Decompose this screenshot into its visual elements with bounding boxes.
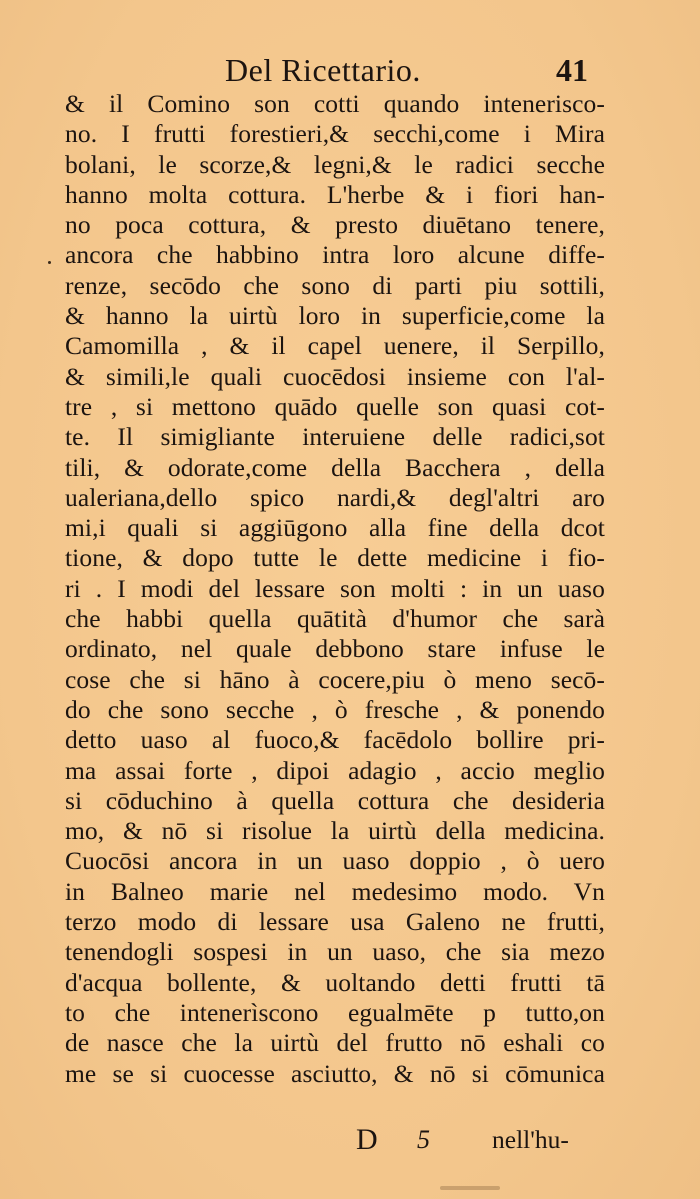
text-line: ma assai forte , dipoi adagio , accio meglio bbox=[65, 755, 605, 785]
text-line: no poca cottura, & presto diuētano tenere, bbox=[65, 210, 605, 240]
ink-bleed-mark bbox=[440, 1186, 500, 1190]
text-line: Cuocōsi ancora in un uaso doppio , ò uero bbox=[65, 846, 605, 876]
text-line: & simili,le quali cuocēdosi insieme con l'al- bbox=[65, 361, 605, 391]
text-line: bolani, le scorze,& legni,& le radici secche bbox=[65, 149, 605, 179]
text-line: de nasce che la uirtù del frutto nō eshali co bbox=[65, 1028, 605, 1058]
text-line: che habbi quella quātità d'humor che sarà bbox=[65, 604, 605, 634]
text-line: tre , si mettono quādo quelle son quasi cot- bbox=[65, 391, 605, 421]
signature-mark: D bbox=[356, 1123, 378, 1156]
text-line: me se si cuocesse asciutto, & nō si cōmunica bbox=[65, 1058, 605, 1088]
text-line: & hanno la uirtù loro in superficie,come la bbox=[65, 301, 605, 331]
text-line: d'acqua bollente, & uoltando detti frutti tā bbox=[65, 967, 605, 997]
text-line: tili, & odorate,come della Bacchera , della bbox=[65, 452, 605, 482]
text-line: mo, & nō si risolue la uirtù della medicina. bbox=[65, 816, 605, 846]
text-line: tenendogli sospesi in un uaso, che sia mezo bbox=[65, 937, 605, 967]
page-number: 41 bbox=[556, 52, 588, 88]
margin-mark bbox=[48, 261, 51, 264]
text-line: mi,i quali si aggiūgono alla fine della dcot bbox=[65, 513, 605, 543]
text-line: no. I frutti forestieri,& secchi,come i Mira bbox=[65, 119, 605, 149]
text-line: ri . I modi del lessare son molti : in un uaso bbox=[65, 573, 605, 603]
catchword: nell'hu- bbox=[492, 1125, 569, 1154]
text-line: & il Comino son cotti quando intenerisco- bbox=[65, 89, 605, 118]
text-line: hanno molta cottura. L'herbe & i fiori han- bbox=[65, 179, 605, 209]
text-line: si cōduchino à quella cottura che desideria bbox=[65, 785, 605, 815]
text-line: cose che si hāno à cocere,piu ò meno secō- bbox=[65, 664, 605, 694]
text-line: ualeriana,dello spico nardi,& degl'altri aro bbox=[65, 482, 605, 512]
page-footer bbox=[0, 1123, 700, 1163]
text-line: in Balneo marie nel medesimo modo. Vn bbox=[65, 876, 605, 906]
text-line: ordinato, nel quale debbono stare infuse le bbox=[65, 634, 605, 664]
text-line: tione, & dopo tutte le dette medicine i fio- bbox=[65, 543, 605, 573]
text-line: te. Il simigliante interuiene delle radici,sot bbox=[65, 422, 605, 452]
running-title: Del Ricettario. bbox=[225, 52, 421, 88]
text-line: do che sono secche , ò fresche , & ponendo bbox=[65, 694, 605, 724]
text-line: to che intenerìscono egualmēte p tutto,on bbox=[65, 997, 605, 1027]
text-line: renze, secōdo che sono di parti piu sottili, bbox=[65, 270, 605, 300]
text-line: terzo modo di lessare usa Galeno ne frutti, bbox=[65, 907, 605, 937]
signature-number: 5 bbox=[417, 1125, 430, 1154]
body-text bbox=[65, 89, 605, 1089]
text-line: ancora che habbino intra loro alcune diffe- bbox=[65, 240, 605, 270]
text-line: Camomilla , & il capel uenere, il Serpillo, bbox=[65, 331, 605, 361]
text-line: detto uaso al fuoco,& facēdolo bollire pri- bbox=[65, 725, 605, 755]
